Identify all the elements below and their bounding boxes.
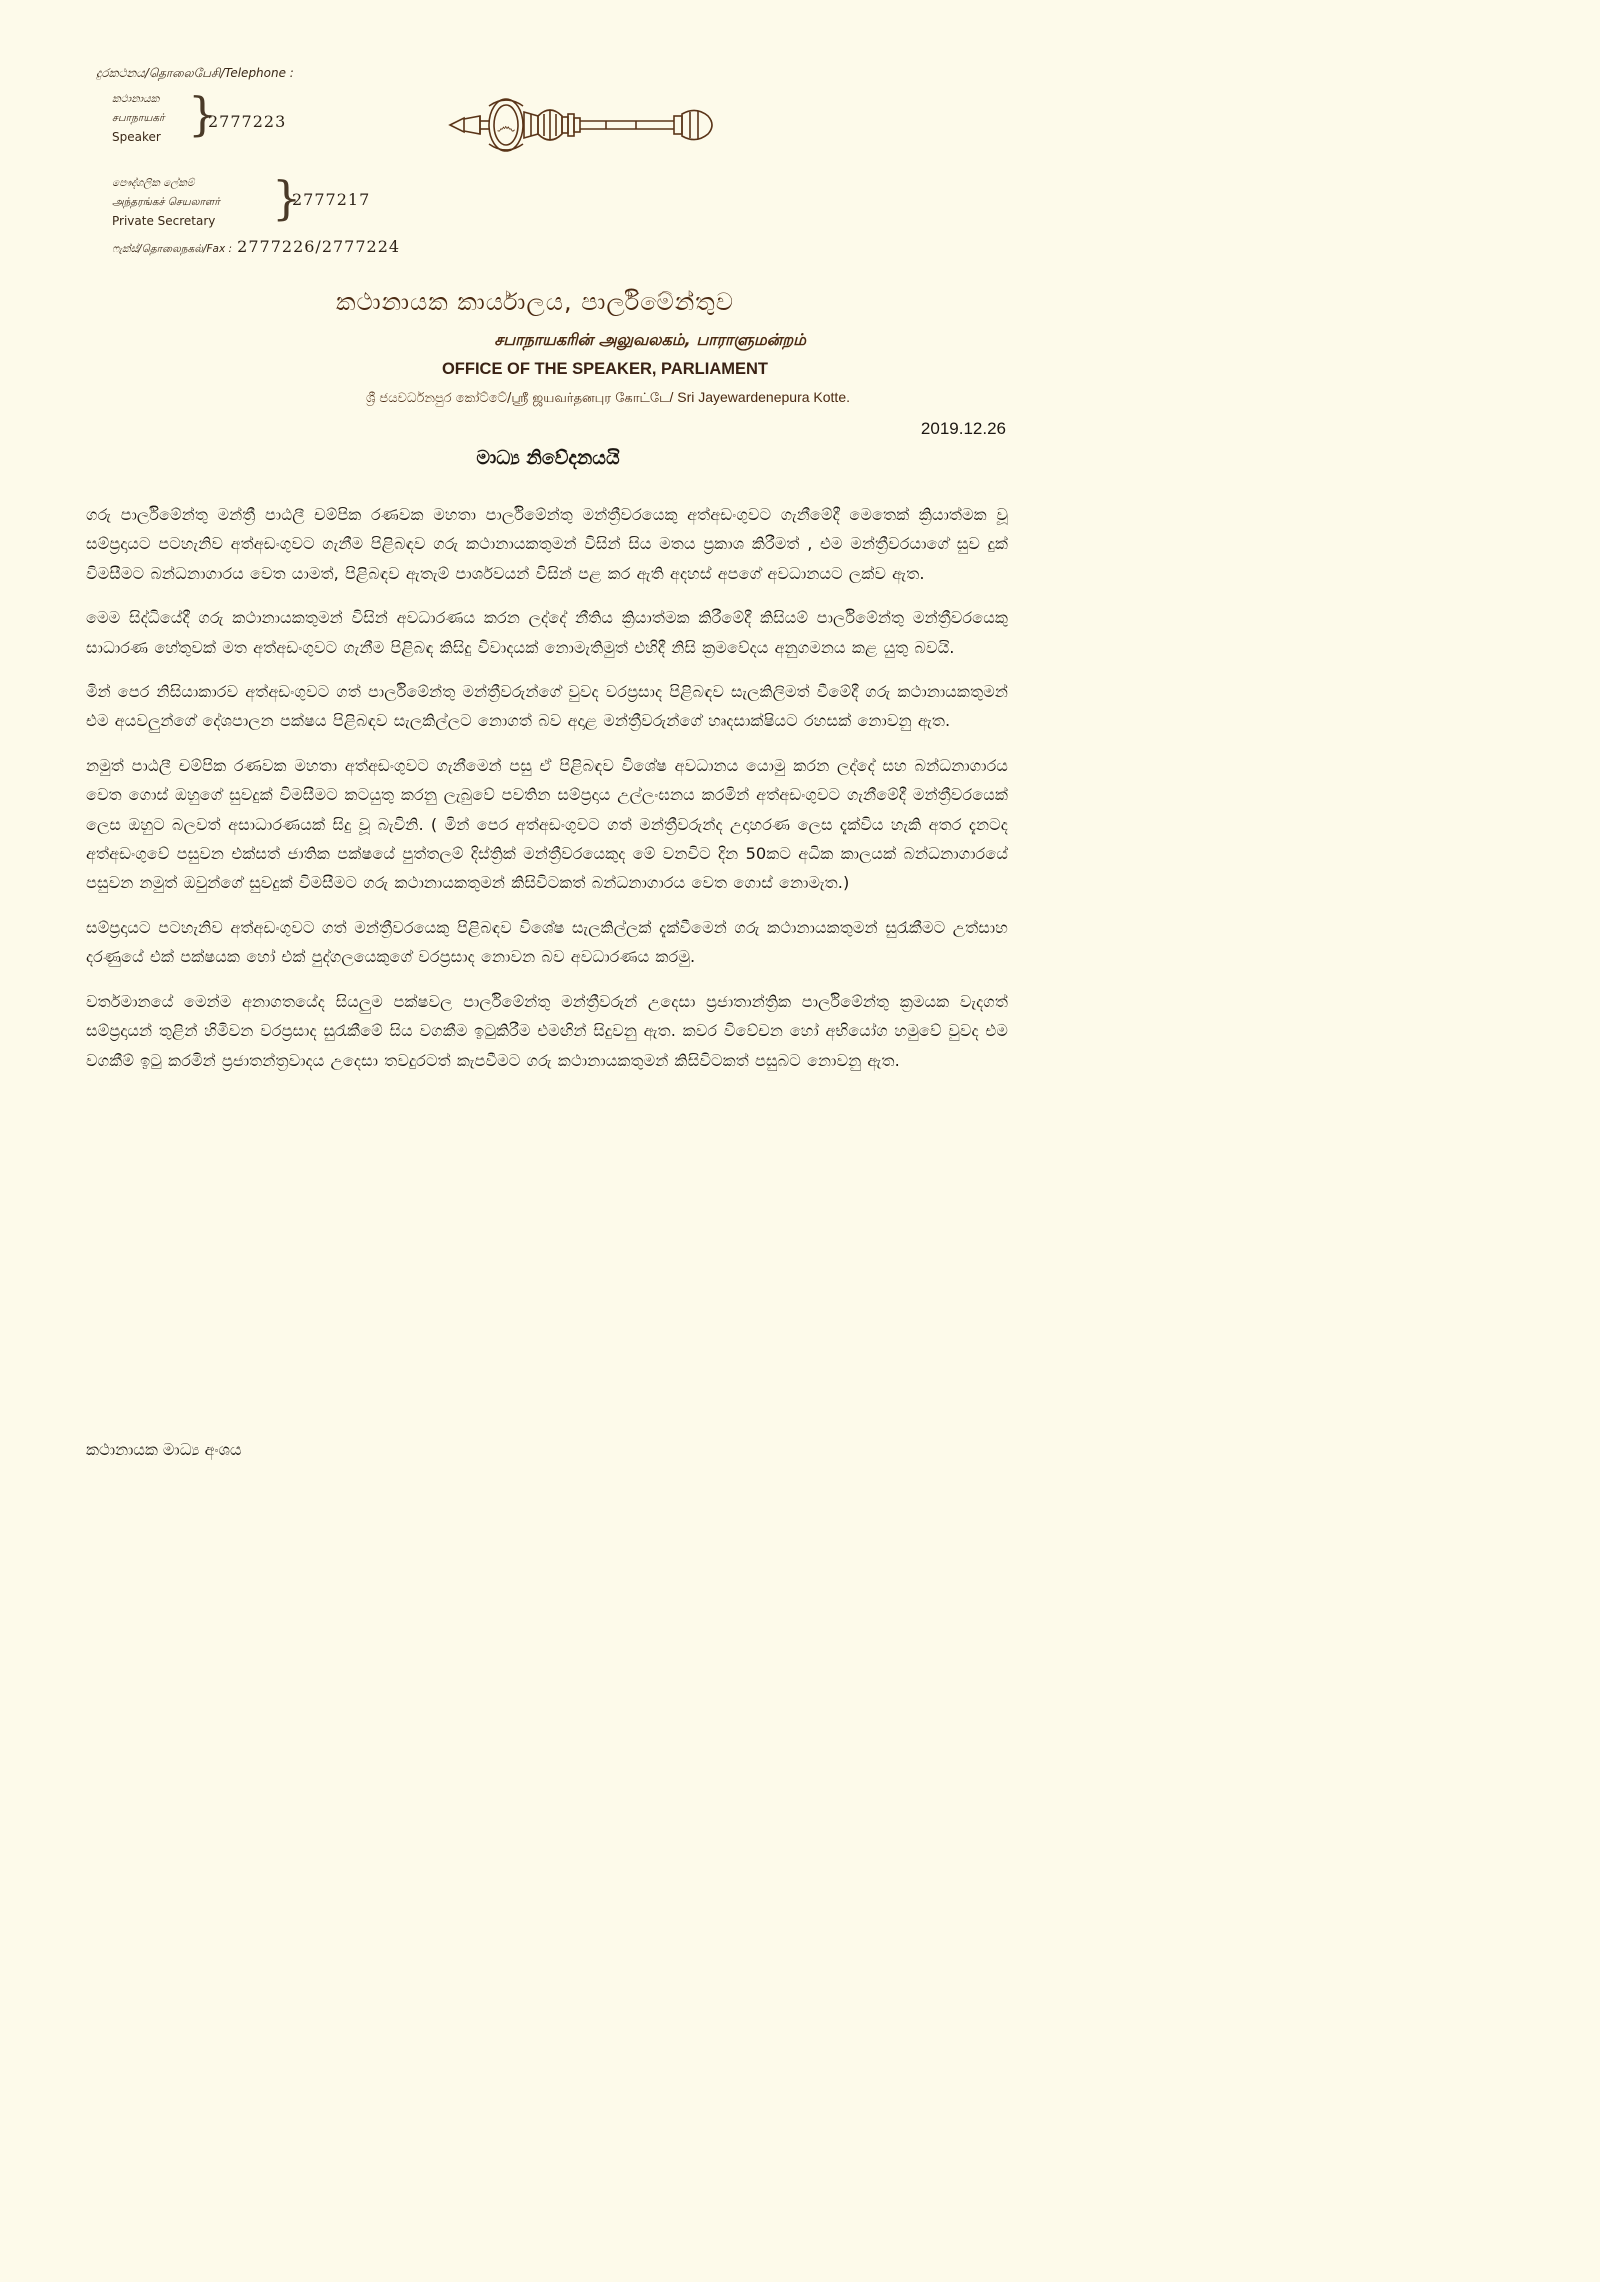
speaker-phone-number: 2777223 — [208, 112, 287, 131]
speaker-label-en: Speaker — [112, 130, 161, 144]
body-paragraph: මින් පෙර නිසියාකාරව අත්අඩංගුවට ගත් පාර්ලිමේන්තු මන්ත්‍රීවරුන්ගේ වුවද වරප්‍රසාද පිළිබඳව සැලකිලිමත් වීමේදී ගරු කථානායකතුමන් එම අයවලුන්ගේ දේශපාලන පක්ෂය පිළිබඳව සැලකිල්ලට නොගත් බව අදාළ මන්ත්‍රීවරුන්ගේ හෘදසාක්ෂියට රහසක් නොවනු ඇත. — [86, 682, 1008, 731]
press-release-body — [86, 500, 1008, 1090]
body-paragraph: නමුත් පාඨලී චම්පික රණවක මහතා අත්අඩංගුවට ගැනීමෙන් පසු ඒ පිළිබඳව විශේෂ අවධානය යොමු කරන ලද්දේ සහ බන්ධනාගාරය වෙත ගොස් ඔහුගේ සුවදුක් විමසීමට කටයුතු කරනු ලැබුවේ පවතින සම්ප්‍රදාය උල්ලංඝනය කරමින් අත්අඩංගුවට ගැනීමේදී මන්ත්‍රීවරයෙක් ලෙස ඔහුට බලවත් අසාධාරණයක් සිදු වූ බැවිනි. ( මින් පෙර අත්අඩංගුවට ගත් මන්ත්‍රීවරුන්ද උදාහරණ ලෙස දැක්විය හැකි අතර දැනටද අත්අඩංගුවේ පසුවන එක්සත් ජාතික පක්ෂයේ පුත්තලම් දිස්ත්‍රික් මන්ත්‍රීවරයෙකුද මේ වනවිට දින 50කට අධික කාලයක් බන්ධනාගාරයේ පසුවන නමුත් ඔවුන්ගේ සුවදුක් විමසීමට ගරු කථානායකතුමන් කිසිවිටකත් බන්ධනාගාරය වෙත ගොස් නොමැත.) — [86, 755, 1008, 893]
office-location-english: / Sri Jayewardenepura Kotte. — [669, 389, 850, 405]
speaker-label-ta: சபாநாயகர் — [112, 112, 165, 124]
svg-text:෴: ෴ — [496, 114, 516, 138]
office-location — [260, 389, 850, 407]
body-paragraph: සම්ප්‍රදායට පටහැනිව අත්අඩංගුවට ගත් මන්ත්‍රීවරයෙකු පිළිබඳව විශේෂ සැලකිල්ලක් දැක්වීමෙන් ගරු කථානායකතුමන් සුරැකීමට උත්සාහ දරණුයේ එක් පක්ෂයක හෝ එක් පුද්ගලයෙකුගේ වරප්‍රසාද නොවන බව අවධාරණය කරමු. — [86, 917, 1008, 967]
brace-icon: } — [188, 87, 218, 141]
body-paragraph: මෙම සිද්ධියේදී ගරු කථානායකතුමන් විසින් අවධාරණය කරන ලද්දේ නීතිය ක්‍රියාත්මක කිරීමේදී කිසියම් පාර්ලිමේන්තු මන්ත්‍රීවරයෙකු සාධාරණ හේතුවක් මත අත්අඩංගුවට ගැනීම පිළිබඳ කිසිදු විවාදයක් නොමැතිමුත් එහිදී නිසි ක්‍රමවේදය අනුගමනය කළ යුතු බවයි. — [86, 608, 1008, 657]
telephone-label: දුරකථනය/தொலைபேசி/Telephone : — [96, 66, 294, 80]
private-secretary-label-en: Private Secretary — [112, 214, 216, 228]
speaker-label-si: කථානායක — [112, 93, 160, 105]
parliament-mace-icon — [446, 92, 718, 158]
office-title-tamil: சபாநாயகரின் அலுவலகம், பாராளுமன்றம் — [494, 330, 806, 349]
press-release-page — [0, 0, 1097, 1566]
body-paragraph: ගරු පාර්ලිමේන්තු මන්ත්‍රී පාඨලී චම්පික රණවක මහතා පාර්ලිමේන්තු මන්ත්‍රීවරයෙකු අත්අඩංගුවට ගැනීමේදී මෙතෙක් ක්‍රියාත්මක වූ සම්ප්‍රදායට පටහැනිව අත්අඩංගුවට ගැනීම පිළිබඳව ගරු කථානායකතුමන් විසින් සිය මතය ප්‍රකාශ කිරීමත් , එම මන්ත්‍රීවරයාගේ සුව දුක් විමසීමට බන්ධනාගාරය වෙත යාමත්, පිළිබඳව ඇතැම් පාර්ශවයන් විසින් පළ කර ඇති අදහස් අපගේ අවධානයට ලක්ව ඇත. — [86, 505, 1008, 583]
signature-media-division: කථානායක මාධ්‍ය අංශය — [86, 1440, 242, 1459]
page-title: මාධ්‍ය නිවේදනයයි — [476, 447, 620, 469]
private-secretary-label-ta: அந்தரங்கச் செயலாளர் — [112, 196, 220, 208]
release-date: 2019.12.26 — [920, 419, 1006, 438]
fax-number: 2777226/2777224 — [237, 237, 401, 256]
body-paragraph: වර්තමානයේ මෙන්ම අනාගතයේද සියලුම පක්ෂවල පාර්ලිමේන්තු මන්ත්‍රීවරුන් උදෙසා ප්‍රජාතාන්ත්‍රික පාර්ලිමේන්තු ක්‍රමයක වැදගත් සම්ප්‍රදායන් තුළින් හිමිවන වරප්‍රසාද සුරැකීමේ සිය වගකීම ඉටුකිරීම එමඟින් සිදුවනු ඇත. කවර විවේචන හෝ අභියෝග හමුවේ වුවද එම වගකීම් ඉටු කරමින් ප්‍රජාතන්ත්‍රවාදය උදෙසා තවදුරටත් කැපවීමට ගරු කථානායකතුමන් කිසිවිටකත් පසුබට නොවනු ඇත. — [86, 991, 1008, 1070]
private-secretary-label-si: පෞද්ගලික ලේකම් — [112, 177, 195, 189]
office-location-local: ශ්‍රී ජයවර්ධනපුර කෝට්ටේ/ஸ்ரீ ஜயவர்தனபுர கோட்டே — [365, 391, 670, 406]
office-title-sinhala: කථානායක කාර්යාලය, පාර්ලිමේන්තුව — [336, 288, 735, 316]
fax-line — [112, 237, 400, 256]
contact-block — [96, 66, 536, 256]
private-secretary-phone-number: 2777217 — [292, 190, 371, 209]
office-title-english: OFFICE OF THE SPEAKER, PARLIAMENT — [441, 360, 768, 378]
fax-label: ෆැක්ස්/தொலைநகல்/Fax : — [112, 243, 233, 255]
brace-icon: } — [272, 171, 302, 225]
